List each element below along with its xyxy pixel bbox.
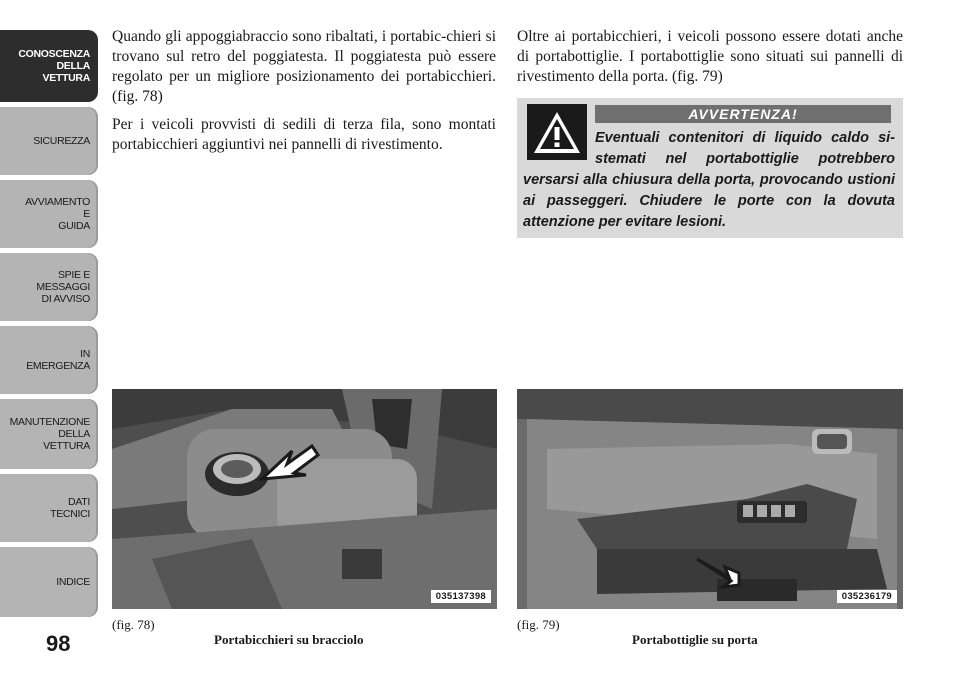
tab-sicurezza[interactable] — [0, 107, 98, 175]
right-column — [517, 27, 903, 95]
tab-label: CONOSCENZA DELLA VETTURA — [18, 48, 90, 84]
paragraph: Per i veicoli provvisti di sedili di terza fila, sono montati portabicchieri aggiuntivi nei pannelli di rivestimento. — [112, 116, 496, 153]
warning-text: Eventuali contenitori di liquido caldo si-stemati nel portabottiglie potrebbero versarsi alla chiusura della porta, provocando ustioni ai passeggeri. Chiudere le porte con la dovuta attenzione per evitare lesioni. — [523, 130, 895, 230]
figure-79-door-bottle-holder — [517, 389, 903, 609]
tab-label: AVVIAMENTO E GUIDA — [25, 196, 90, 232]
tab-label: IN EMERGENZA — [26, 348, 90, 372]
paragraph: Oltre ai portabicchieri, i veicoli possono essere dotati anche di portabottiglie. I portabottiglie sono situati sui pannelli di rivestimento della porta. (fig. 79) — [517, 28, 903, 85]
tab-spie-e-messaggi[interactable] — [0, 253, 98, 321]
figure-code: 035137398 — [431, 590, 491, 603]
warning-title: AVVERTENZA! — [595, 105, 891, 123]
tab-label: INDICE — [56, 576, 90, 588]
tab-dati-tecnici[interactable] — [0, 474, 98, 542]
figure-78-caption: Portabicchieri su bracciolo — [214, 632, 364, 647]
figure-79-label: (fig. 79) — [517, 617, 560, 632]
tab-indice[interactable] — [0, 547, 98, 617]
figure-78-label: (fig. 78) — [112, 617, 155, 632]
tab-label: SPIE E MESSAGGI DI AVVISO — [36, 269, 90, 305]
tab-label: MANUTENZIONE DELLA VETTURA — [9, 416, 90, 452]
page-number: 98 — [46, 631, 71, 656]
figure-code: 035236179 — [837, 590, 897, 603]
tab-avviamento-e-guida[interactable] — [0, 180, 98, 248]
door-panel-illustration — [517, 389, 903, 609]
warning-box — [517, 98, 903, 238]
figure-79-caption: Portabottiglie su porta — [632, 632, 758, 647]
tab-manutenzione-della-vettura[interactable] — [0, 399, 98, 469]
armrest-illustration — [112, 389, 497, 609]
tab-in-emergenza[interactable] — [0, 326, 98, 394]
paragraph: Quando gli appoggiabraccio sono ribaltati, i portabic-chieri si trovano sul retro del poggiatesta. Il poggiatesta può essere regolato per un migliore posizionamento dei portabicchieri. (fig. 78) — [112, 28, 496, 105]
warning-text-block — [523, 128, 895, 233]
tab-conoscenza-della-vettura[interactable] — [0, 30, 98, 102]
tab-label: SICUREZZA — [33, 135, 90, 147]
figure-78-armrest-cupholder — [112, 389, 497, 609]
left-column — [112, 27, 496, 163]
tab-label: DATI TECNICI — [50, 496, 90, 520]
